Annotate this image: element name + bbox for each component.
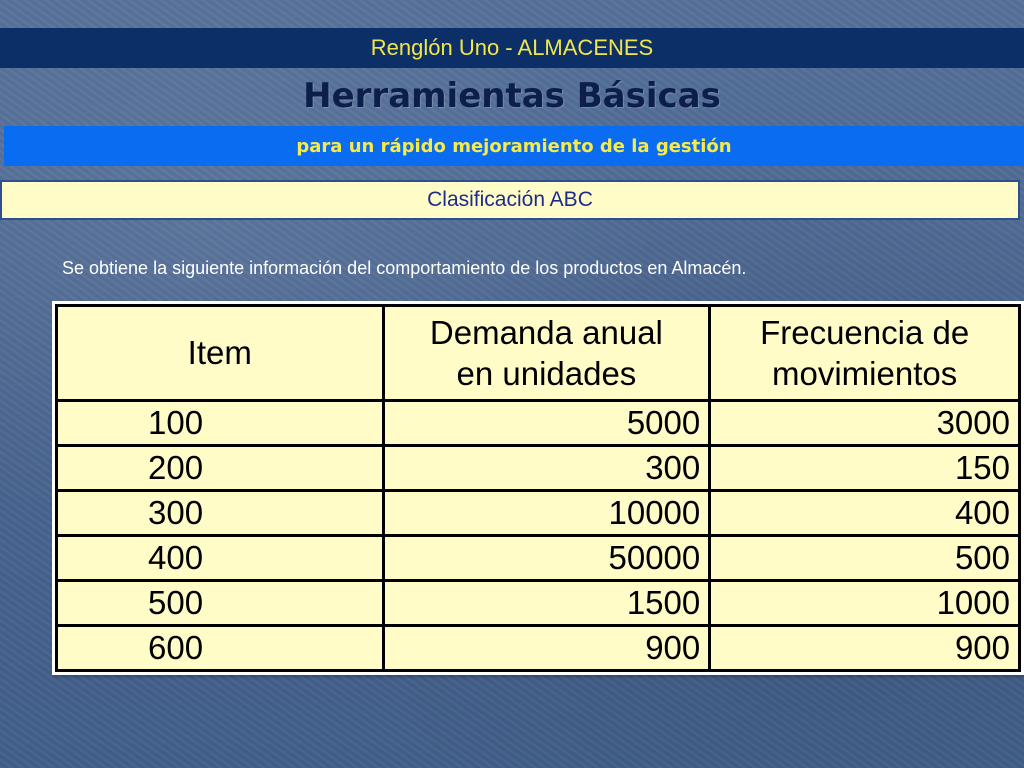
cell-demanda: 1500: [383, 581, 710, 626]
top-band: [0, 28, 1024, 68]
cell-frecuencia: 150: [710, 446, 1020, 491]
cell-demanda: 900: [383, 626, 710, 671]
cell-item: 500: [57, 581, 384, 626]
cell-frecuencia: 400: [710, 491, 1020, 536]
cell-demanda: 50000: [383, 536, 710, 581]
cell-item: 100: [57, 401, 384, 446]
header-frecuencia: [710, 306, 1020, 401]
cell-demanda: 10000: [383, 491, 710, 536]
table-row: [57, 446, 1020, 491]
header-item: [57, 306, 384, 401]
section-band: [0, 180, 1020, 220]
subtitle-band: [4, 126, 1024, 166]
abc-table: [55, 304, 1021, 672]
intro-text: Se obtiene la siguiente información del comportamiento de los productos en Almacén.: [62, 258, 747, 278]
section-title: Clasificación ABC: [427, 188, 593, 211]
cell-item: 300: [57, 491, 384, 536]
subtitle: para un rápido mejoramiento de la gestión: [296, 135, 732, 157]
cell-demanda: 5000: [383, 401, 710, 446]
page-title: Herramientas Básicas: [303, 76, 721, 116]
header-frecuencia-line2: movimientos: [772, 355, 958, 392]
cell-frecuencia: 500: [710, 536, 1020, 581]
cell-item: 200: [57, 446, 384, 491]
table-row: [57, 581, 1020, 626]
abc-table-wrapper: [52, 301, 1024, 675]
cell-frecuencia: 3000: [710, 401, 1020, 446]
header-frecuencia-line1: Frecuencia de: [760, 313, 970, 351]
table-row: [57, 626, 1020, 671]
cell-item: 400: [57, 536, 384, 581]
header-demanda-line2: en unidades: [456, 355, 637, 392]
table-row: [57, 401, 1020, 446]
cell-frecuencia: 900: [710, 626, 1020, 671]
cell-demanda: 300: [383, 446, 710, 491]
table-row: [57, 491, 1020, 536]
header-demanda-line1: Demanda anual: [429, 313, 663, 351]
header-demanda: [383, 306, 710, 401]
header-item-label: Item: [187, 334, 252, 372]
table-header-row: [57, 306, 1020, 401]
band-label: Renglón Uno - ALMACENES: [370, 35, 654, 60]
cell-frecuencia: 1000: [710, 581, 1020, 626]
cell-item: 600: [57, 626, 384, 671]
table-row: [57, 536, 1020, 581]
